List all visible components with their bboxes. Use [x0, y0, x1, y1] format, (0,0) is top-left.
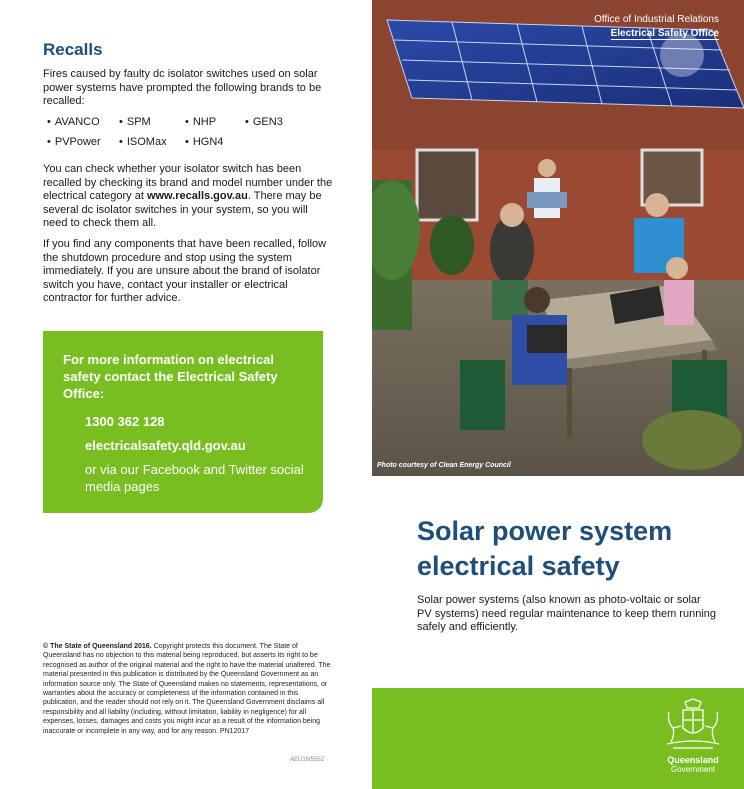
contact-social: or via our Facebook and Twitter social media pages	[85, 462, 304, 494]
recalls-intro: Fires caused by faulty dc isolator switches used on solar power systems have prompted the following brands to be recalled:	[43, 68, 322, 107]
cover-subtitle: Solar power systems (also known as photo-voltaic or solar PV systems) need regular maintenance to keep them running safely and efficiently.	[417, 594, 716, 633]
recalls-link[interactable]: www.recalls.gov.au	[146, 190, 248, 202]
brand-item: • SPM	[119, 116, 151, 128]
cover-photo	[372, 0, 744, 476]
office-name: Office of Industrial Relations	[594, 14, 719, 25]
division-name: Electrical Safety Office	[610, 28, 719, 39]
recalls-heading: Recalls	[43, 40, 103, 59]
contact-phone[interactable]: 1300 362 128	[85, 414, 165, 429]
contact-website[interactable]: electricalsafety.qld.gov.au	[85, 438, 246, 453]
copyright-text: Copyright protects this document. The State of Queensland has no objection to this material being reproduced, but asserts its right to be recognised as author of the original material and the right to have the material unaltered. The material presented in this publication is distributed by the Queensland Government as an information source only. The State of Queensland makes no statements, representations, or warranties about the accuracy or completeness of the information contained in this publication, and the reader should not rely on it. The Queensland Government disclaims all responsibility and all liability (including, without limitation, liability in negligence) for all expenses, losses, damages and costs you might incur as a result of the information being inaccurate or incomplete in any way, and for any reason. PN12017	[43, 643, 331, 735]
publication-code: AEU16/5552	[290, 757, 325, 763]
brand-item: • GEN3	[245, 116, 283, 128]
brand-item: • NHP	[185, 116, 216, 128]
family-solar-photo	[372, 0, 744, 476]
contact-info-title: For more information on electrical safety contact the Electrical Safety Office:	[63, 352, 278, 401]
cover-panel	[372, 0, 744, 789]
shutdown-paragraph: If you find any components that have been recalled, follow the shutdown procedure and stop using the system immediately. If you are unsure about the brand of isolator switch you have, contact your installer or electrical contractor for further advice.	[43, 238, 327, 304]
brand-item: • ISOMax	[119, 136, 167, 148]
copyright-lead: © The State of Queensland 2016.	[43, 643, 152, 650]
logo-government-text: Government	[670, 765, 716, 774]
brand-item: • HGN4	[185, 136, 223, 148]
copyright-notice	[43, 642, 335, 736]
check-recall-text-end: . There may be several dc isolator switches in your system, so you will need to check them all.	[43, 190, 322, 229]
cover-title: Solar power system electrical safety	[417, 516, 673, 581]
check-recall-text: You can check whether your isolator switch has been recalled by checking its brand and model number under the electrical category at	[43, 163, 333, 202]
photo-credit: Photo courtesy of Clean Energy Council	[377, 462, 511, 469]
brand-item: • AVANCO	[47, 116, 100, 128]
contact-info-box	[43, 331, 323, 513]
logo-queensland-text: Queensland	[667, 755, 719, 765]
queensland-government-logo	[660, 698, 726, 774]
check-recall-paragraph	[43, 163, 333, 231]
coat-of-arms-icon	[663, 698, 723, 750]
brand-item: • PVPower	[47, 136, 101, 148]
